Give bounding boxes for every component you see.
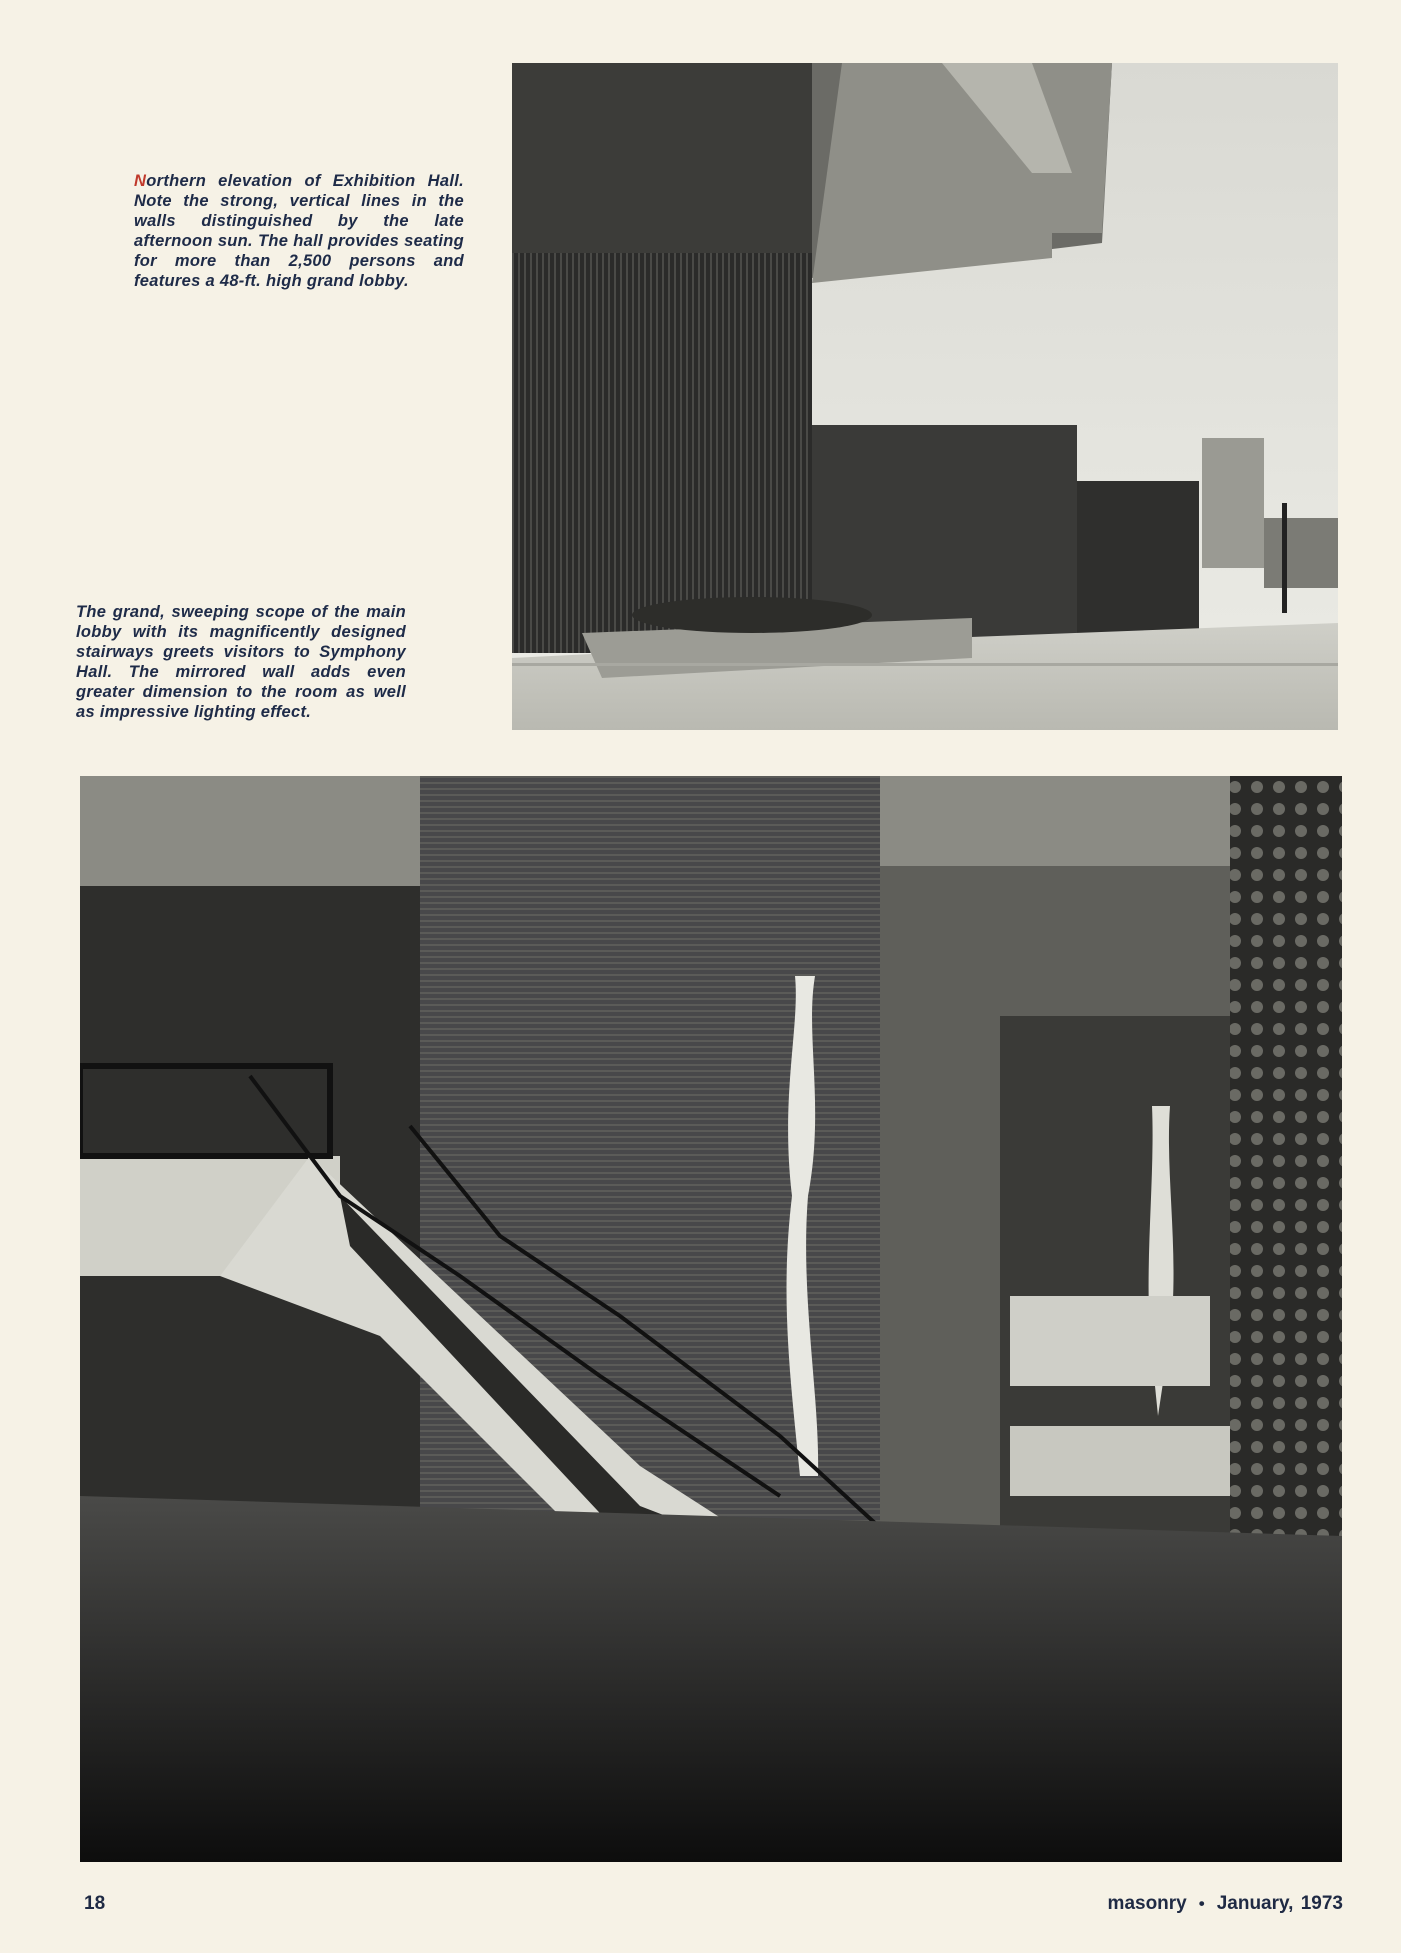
footer-publication-date [1108,1893,1343,1915]
exhibition-hall-exterior-photo [512,63,1338,730]
publication-date: January, 1973 [1216,1893,1343,1914]
caption-exterior-text: orthern elevation of Exhibition Hall. Note the strong, vertical lines in the walls distinguished by the late afternoon sun. The hall provides seating for more than 2,500 persons and features a 48-ft. high grand lobby. [134,172,464,290]
footer-bullet: • [1198,1894,1205,1913]
symphony-hall-lobby-photo [80,776,1342,1862]
caption-lobby-photo: The grand, sweeping scope of the main lobby with its magnificently designed stairways greets visitors to Symphony Hall. The mirrored wall adds even greater dimension to the room as well as impressive lighting effect. [76,603,406,721]
caption-exterior-first-letter: N [134,172,147,190]
caption-exterior-photo [134,171,464,291]
publication-name: masonry [1107,1893,1187,1914]
page-number: 18 [84,1893,106,1914]
